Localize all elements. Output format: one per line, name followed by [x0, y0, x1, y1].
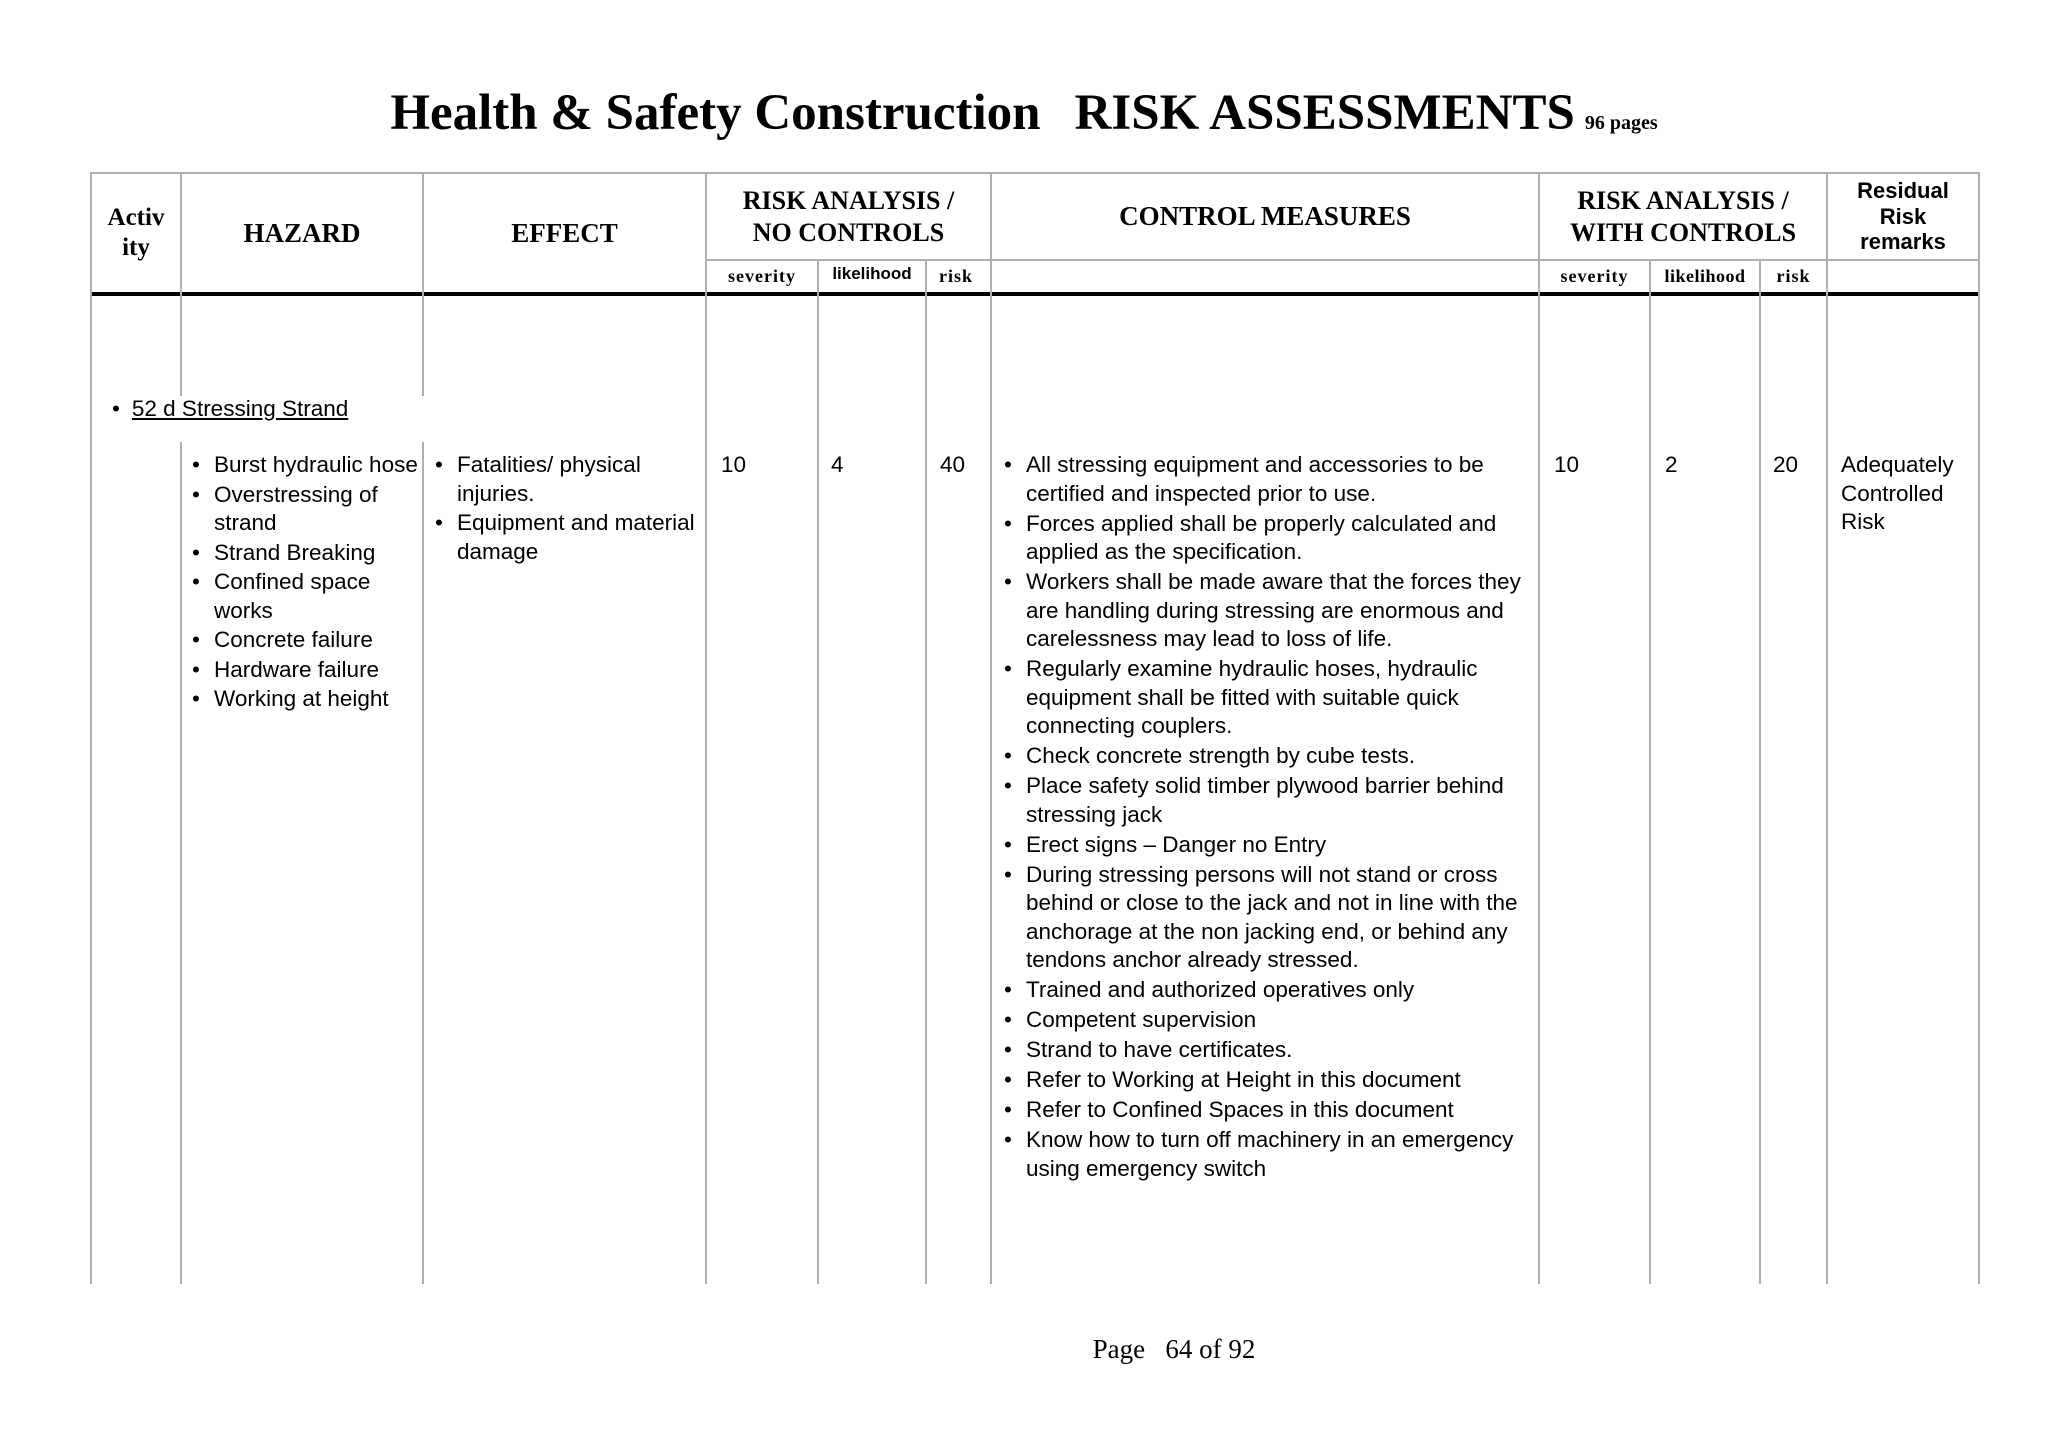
hazard-item: • Overstressing of strand [192, 481, 420, 538]
col-line-9 [1759, 259, 1761, 1284]
subheader-risk-2: risk [1776, 265, 1811, 286]
hazard-list [192, 451, 420, 714]
control-measure-item: • Refer to Working at Height in this document [1004, 1066, 1534, 1095]
control-measure-item: • Trained and authorized operatives only [1004, 976, 1534, 1005]
header-risk-with-controls: RISK ANALYSIS / WITH CONTROLS [1569, 186, 1797, 247]
header-activity: Activ ity [107, 204, 165, 261]
col-line-5 [925, 259, 927, 1284]
subheader-severity-1: severity [728, 265, 796, 286]
hazard-item: • Hardware failure [192, 656, 420, 685]
effect-item: • Fatalities/ physical injuries. [435, 451, 700, 508]
with-controls-severity: 10 [1554, 452, 1580, 477]
header-bottom-border [90, 292, 1980, 296]
control-measures-cell [1004, 451, 1534, 1185]
title-risk-assessments: RISK ASSESSMENTS [1074, 85, 1575, 141]
control-measure-item: • Erect signs – Danger no Entry [1004, 831, 1534, 860]
hazard-item: • Working at height [192, 685, 420, 714]
col-line-3 [705, 172, 707, 1284]
header-risk-no-controls: RISK ANALYSIS / NO CONTROLS [742, 186, 955, 247]
no-controls-likelihood: 4 [831, 452, 844, 477]
col-line-0 [90, 172, 92, 1284]
hazard-item: • Concrete failure [192, 626, 420, 655]
control-measure-item: • Refer to Confined Spaces in this document [1004, 1096, 1534, 1125]
hazard-item: • Strand Breaking [192, 539, 420, 568]
hazard-cell [192, 451, 420, 715]
control-measure-item: • Workers shall be made aware that the forces they are handling during stressing are enormous and carelessness may lead to loss of life. [1004, 568, 1534, 654]
no-controls-severity: 10 [721, 452, 747, 477]
control-measure-item: • Know how to turn off machinery in an emergency using emergency switch [1004, 1126, 1534, 1183]
col-line-7 [1538, 172, 1540, 1284]
subheader-severity-2: severity [1560, 265, 1629, 286]
activity-label: • 52 d Stressing Strand [112, 396, 349, 421]
title-page-count: 96 pages [1584, 112, 1658, 134]
col-line-10 [1826, 172, 1828, 1284]
header-hazard: HAZARD [243, 217, 361, 248]
col-line-6 [990, 172, 992, 1284]
document-title [0, 84, 2048, 142]
col-line-2b [422, 442, 424, 1284]
control-measure-item: • All stressing equipment and accessories to be certified and inspected prior to use. [1004, 451, 1534, 508]
col-line-8 [1649, 259, 1651, 1284]
subheader-likelihood-2: likelihood [1664, 265, 1746, 286]
hazard-item: • Burst hydraulic hose [192, 451, 420, 480]
control-measure-item: • During stressing persons will not stand or cross behind or close to the jack and not in line with the anchorage at the non jacking end, or behind any tendons anchor already stressed. [1004, 861, 1534, 975]
col-line-11 [1978, 172, 1980, 1284]
header-effect: EFFECT [511, 217, 618, 248]
control-measure-item: • Check concrete strength by cube tests. [1004, 742, 1534, 771]
title-main: Health & Safety Construction [390, 85, 1041, 141]
control-measure-item: • Competent supervision [1004, 1006, 1534, 1035]
control-measure-item: • Regularly examine hydraulic hoses, hydraulic equipment shall be fitted with suitable quick connecting couplers. [1004, 655, 1534, 741]
with-controls-risk: 20 [1773, 452, 1799, 477]
subheader-likelihood-1: likelihood [832, 263, 912, 283]
header-residual: Residual Risk remarks [1857, 177, 1949, 255]
control-measures-list [1004, 451, 1534, 1183]
effect-list [435, 451, 700, 566]
hazard-item: • Confined space works [192, 568, 420, 625]
col-line-1b [180, 442, 182, 1284]
control-measure-item: • Strand to have certificates. [1004, 1036, 1534, 1065]
header-control-measures: CONTROL MEASURES [1119, 201, 1411, 232]
with-controls-likelihood: 2 [1665, 452, 1678, 477]
col-line-4 [817, 259, 819, 1284]
no-controls-risk: 40 [940, 452, 966, 477]
subheader-risk-1: risk [939, 265, 974, 286]
control-measure-item: • Place safety solid timber plywood barrier behind stressing jack [1004, 772, 1534, 829]
residual-remarks: Adequately Controlled Risk [1841, 452, 1954, 534]
effect-item: • Equipment and material damage [435, 509, 700, 566]
page-footer: Page 64 of 92 [1092, 1334, 1256, 1364]
effect-cell [435, 451, 700, 567]
control-measure-item: • Forces applied shall be properly calculated and applied as the specification. [1004, 510, 1534, 567]
